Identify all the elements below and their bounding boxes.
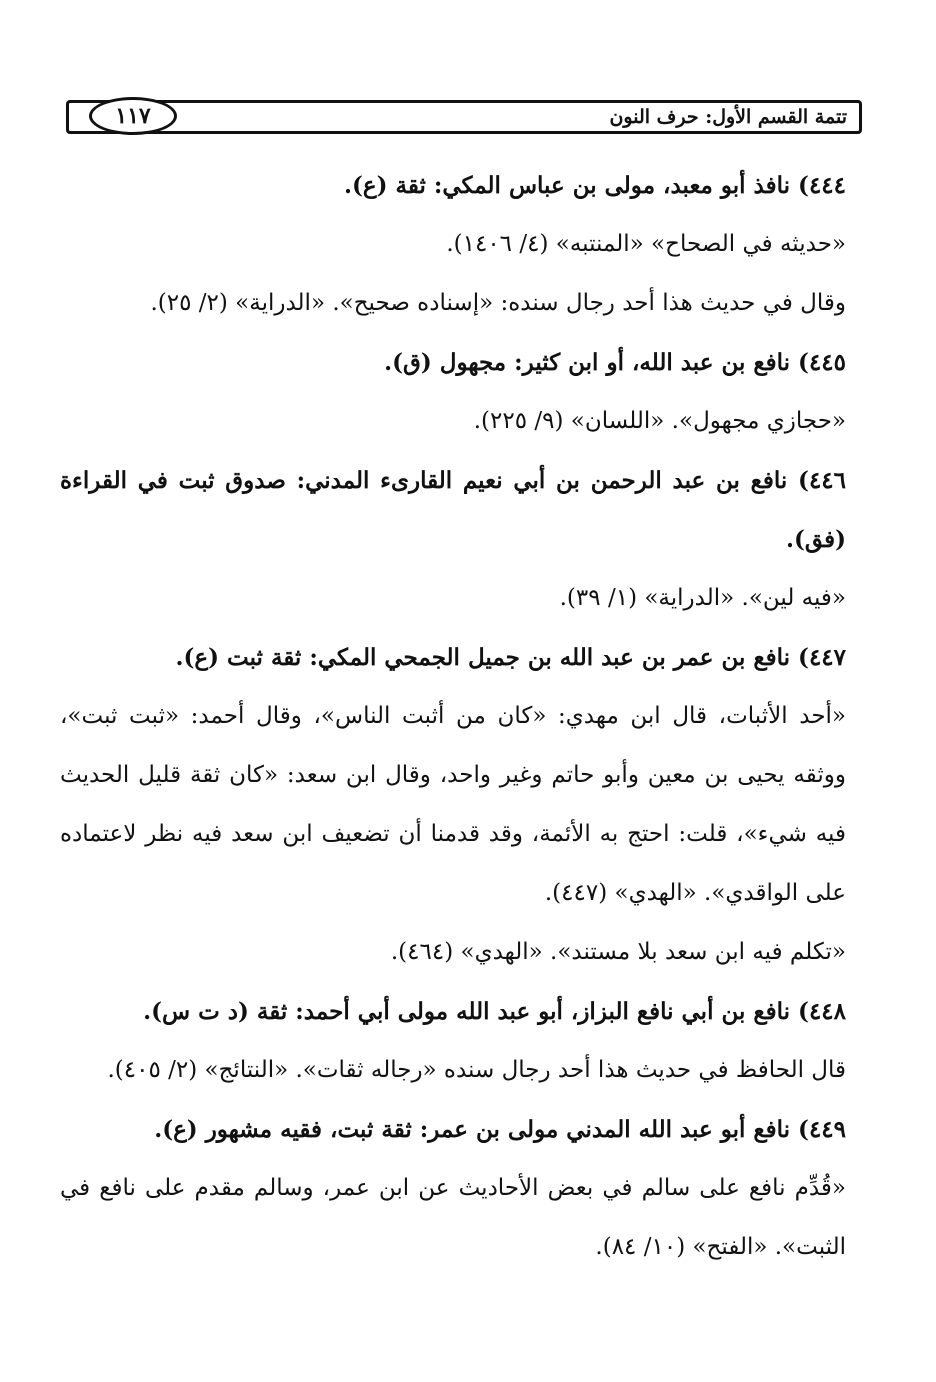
note-448: قال الحافظ في حديث هذا أحد رجال سنده «رجاله ثقات». «النتائج» (٢/ ٤٠٥). [107, 1057, 846, 1083]
note-449: «قُدِّم نافع على سالم في بعض الأحاديث عن ابن عمر، وسالم مقدم على نافع في الثبت». «الفتح» (١٠/ ٨٤). [60, 1175, 846, 1260]
entry-444: ٤٤٤) نافذ أبو معبد، مولى بن عباس المكي: ثقة (ع). [344, 172, 846, 199]
page-number-badge: ١١٧ [89, 97, 177, 135]
note-444-a: «حديثه في الصحاح» «المنتبه» (٤/ ١٤٠٦). [446, 231, 846, 257]
note-446: «فيه لين». «الدراية» (١/ ٣٩). [559, 585, 846, 611]
note-447-a: «أحد الأثبات، قال ابن مهدي: «كان من أثبت الناس»، وقال أحمد: «ثبت ثبت»، ووثقه يحيى بن معين وأبو حاتم وغير واحد، وقال ابن سعد: «كان ثقة قليل الحديث فيه شيء»، قلت: احتج به الأئمة، وقد قدمنا أن تضعيف ابن سعد فيه نظر لاعتماده على الواقدي». «الهدي» (٤٤٧). [60, 703, 846, 906]
running-header [66, 100, 862, 134]
entry-448: ٤٤٨) نافع بن أبي نافع البزاز، أبو عبد الله مولى أبي أحمد: ثقة (د ت س). [143, 998, 846, 1025]
note-447-b: «تكلم فيه ابن سعد بلا مستند». «الهدي» (٤٦٤). [390, 939, 846, 965]
entry-449: ٤٤٩) نافع أبو عبد الله المدني مولى بن عمر: ثقة ثبت، فقيه مشهور (ع). [154, 1116, 846, 1143]
note-444-b: وقال في حديث هذا أحد رجال سنده: «إسناده صحيح». «الدراية» (٢/ ٢٥). [150, 290, 846, 316]
header-title: تتمة القسم الأول: حرف النون [609, 106, 847, 128]
page-body [60, 156, 846, 1277]
entry-445: ٤٤٥) نافع بن عبد الله، أو ابن كثير: مجهول (ق). [384, 349, 846, 376]
entry-447: ٤٤٧) نافع بن عمر بن عبد الله بن جميل الجمحي المكي: ثقة ثبت (ع). [175, 644, 846, 671]
entry-446: ٤٤٦) نافع بن عبد الرحمن بن أبي نعيم القارىء المدني: صدوق ثبت في القراءة (فق). [60, 467, 846, 553]
note-445: «حجازي مجهول». «اللسان» (٩/ ٢٢٥). [473, 408, 846, 434]
